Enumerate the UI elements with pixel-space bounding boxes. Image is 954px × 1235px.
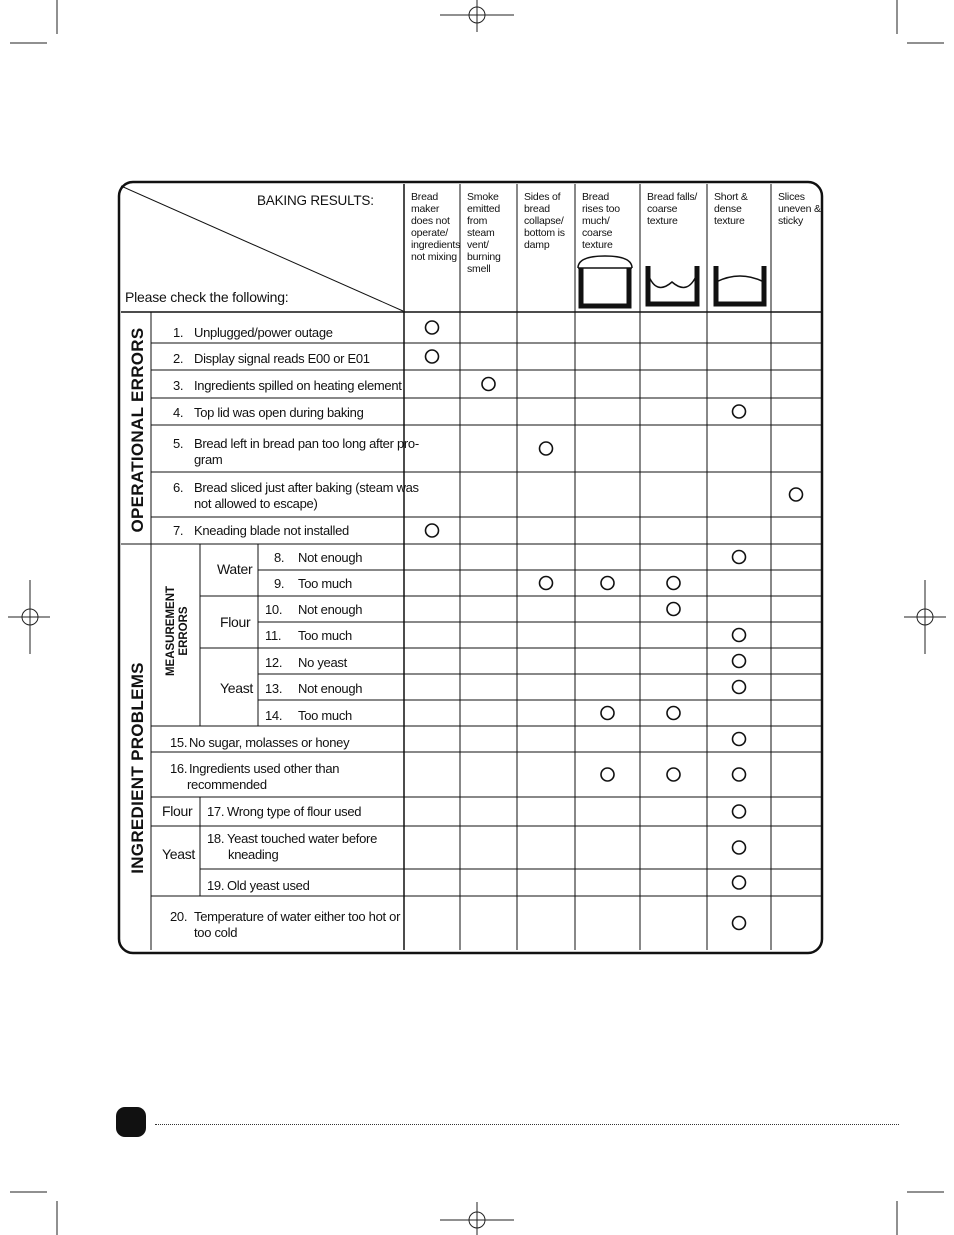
row-number: 12. xyxy=(265,655,283,670)
column-header-text: Bread xyxy=(411,191,439,203)
row-label: Temperature of water either too hot or xyxy=(194,909,401,924)
bread-rises-too-much-icon xyxy=(578,256,632,306)
check-mark xyxy=(601,577,614,590)
row-label: Not enough xyxy=(298,550,363,565)
row-number: 1. xyxy=(173,325,184,340)
check-mark xyxy=(733,655,746,668)
row-number: 13. xyxy=(265,681,283,696)
column-header-text: not mixing xyxy=(411,251,457,263)
check-following-label: Please check the following: xyxy=(125,289,289,305)
operational-errors-title: OPERATIONAL ERRORS xyxy=(128,327,147,533)
column-header-text: texture xyxy=(647,215,678,227)
row-label: No yeast xyxy=(298,655,347,670)
row-label: not allowed to escape) xyxy=(194,496,318,511)
check-mark xyxy=(601,707,614,720)
row-label: gram xyxy=(194,452,223,467)
check-mark xyxy=(733,405,746,418)
row-number: 6. xyxy=(173,480,184,495)
group-yeast: Yeast xyxy=(220,680,254,696)
row-label: Not enough xyxy=(298,602,363,617)
column-header-text: coarse xyxy=(582,227,613,239)
column-header-text: Bread falls/ xyxy=(647,191,698,203)
column-header-text: rises too xyxy=(582,203,620,215)
row-number: 2. xyxy=(173,351,184,366)
check-mark xyxy=(733,551,746,564)
check-mark xyxy=(733,841,746,854)
row-number: 16. xyxy=(170,761,188,776)
check-mark xyxy=(426,524,439,537)
check-mark xyxy=(667,768,680,781)
column-header-text: dense xyxy=(714,203,742,215)
column-header-text: texture xyxy=(714,215,745,227)
column-header-text: bread xyxy=(524,203,550,215)
row-number: 14. xyxy=(265,708,283,723)
column-header-text: sticky xyxy=(778,215,804,227)
row-label: Ingredients spilled on heating element xyxy=(194,378,402,393)
row-label: too cold xyxy=(194,925,238,940)
row-label: Old yeast used xyxy=(227,878,310,893)
column-header-text: does not xyxy=(411,215,450,227)
column-header-text: collapse/ xyxy=(524,215,564,227)
row-number: 20. xyxy=(170,909,188,924)
row-number: 9. xyxy=(274,576,285,591)
row-number: 5. xyxy=(173,436,184,451)
row-label: Too much xyxy=(298,576,352,591)
row-label: Not enough xyxy=(298,681,363,696)
column-header-text: uneven & xyxy=(778,203,821,215)
page-tab xyxy=(116,1107,146,1137)
check-mark xyxy=(733,876,746,889)
row-label: Yeast touched water before xyxy=(227,831,377,846)
row-number: 19. xyxy=(207,878,225,893)
check-mark xyxy=(733,917,746,930)
column-header-text: operate/ xyxy=(411,227,448,239)
check-mark xyxy=(426,321,439,334)
column-header-text: Smoke xyxy=(467,191,499,203)
row-number: 3. xyxy=(173,378,184,393)
row-label: Wrong type of flour used xyxy=(227,804,362,819)
check-mark xyxy=(667,603,680,616)
check-mark xyxy=(540,577,553,590)
column-header-text: maker xyxy=(411,203,440,215)
column-header-text: texture xyxy=(582,239,613,251)
row-label: Kneading blade not installed xyxy=(194,523,349,538)
column-header-text: Sides of xyxy=(524,191,561,203)
check-mark xyxy=(601,768,614,781)
short-dense-texture-icon xyxy=(716,266,764,304)
row-label: Too much xyxy=(298,628,352,643)
check-mark xyxy=(426,350,439,363)
check-mark xyxy=(733,733,746,746)
row-label: recommended xyxy=(187,777,267,792)
column-header-text: smell xyxy=(467,263,491,275)
bread-falls-icon xyxy=(648,266,697,304)
column-header-text: damp xyxy=(524,239,550,251)
row-label: Unplugged/power outage xyxy=(194,325,333,340)
row-label: Too much xyxy=(298,708,352,723)
row-label: Bread left in bread pan too long after pro- xyxy=(194,436,419,451)
check-mark xyxy=(667,707,680,720)
check-mark xyxy=(733,629,746,642)
column-header-text: Slices xyxy=(778,191,805,203)
row-number: 18. xyxy=(207,831,225,846)
row-number: 15. xyxy=(170,735,188,750)
column-header-text: bottom is xyxy=(524,227,565,239)
baking-results-label: BAKING RESULTS: xyxy=(257,193,374,208)
column-header-text: emitted xyxy=(467,203,501,215)
measurement-errors-line2: ERRORS xyxy=(178,606,190,656)
row-number: 10. xyxy=(265,602,283,617)
row-number: 7. xyxy=(173,523,184,538)
group-yeast-2: Yeast xyxy=(162,846,196,862)
column-header-text: much/ xyxy=(582,215,610,227)
check-mark xyxy=(667,577,680,590)
check-mark xyxy=(482,378,495,391)
group-water: Water xyxy=(217,561,253,577)
row-number: 17. xyxy=(207,804,225,819)
check-mark xyxy=(540,442,553,455)
group-flour: Flour xyxy=(220,614,251,630)
group-flour-2: Flour xyxy=(162,803,193,819)
ingredient-problems-title: INGREDIENT PROBLEMS xyxy=(128,662,147,874)
column-header-text: coarse xyxy=(647,203,678,215)
row-label: Ingredients used other than xyxy=(189,761,340,776)
check-mark xyxy=(733,681,746,694)
column-header-text: Bread xyxy=(582,191,610,203)
column-header-text: ingredients xyxy=(411,239,461,251)
row-label: kneading xyxy=(228,847,279,862)
footer-rule xyxy=(155,1124,899,1125)
column-header-text: vent/ xyxy=(467,239,489,251)
check-mark xyxy=(733,768,746,781)
row-number: 8. xyxy=(274,550,285,565)
column-header-text: Short & xyxy=(714,191,748,203)
column-header-text: steam xyxy=(467,227,495,239)
column-header-text: from xyxy=(467,215,488,227)
check-mark xyxy=(790,488,803,501)
row-number: 11. xyxy=(265,628,282,643)
measurement-errors-line1: MEASUREMENT xyxy=(165,585,177,677)
row-label: Bread sliced just after baking (steam was xyxy=(194,480,419,495)
row-number: 4. xyxy=(173,405,184,420)
check-mark xyxy=(733,805,746,818)
column-header-text: burning xyxy=(467,251,501,263)
row-label: No sugar, molasses or honey xyxy=(189,735,350,750)
row-label: Top lid was open during baking xyxy=(194,405,364,420)
row-label: Display signal reads E00 or E01 xyxy=(194,351,370,366)
